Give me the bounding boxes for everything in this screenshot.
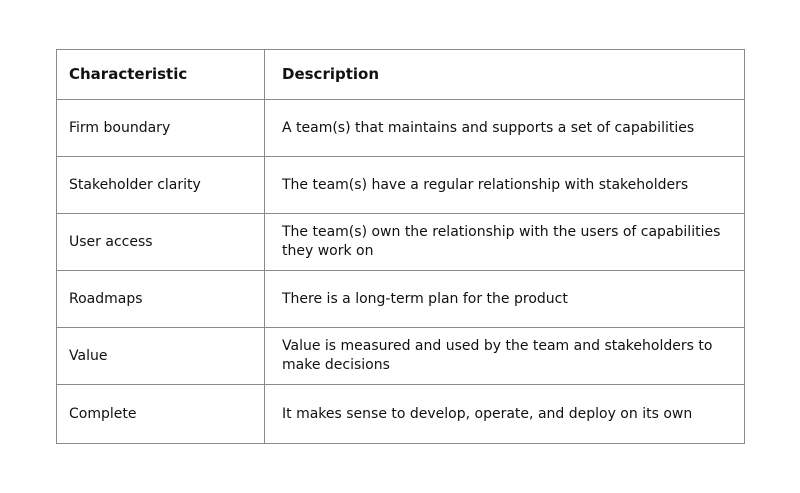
table-row	[57, 271, 745, 328]
table-row	[57, 157, 745, 214]
header-characteristic: Characteristic	[57, 50, 265, 100]
row-characteristic: Complete	[57, 385, 265, 444]
table-row	[57, 214, 745, 271]
row-description: It makes sense to develop, operate, and deploy on its own	[265, 385, 745, 444]
table-row	[57, 100, 745, 157]
characteristics-table	[56, 49, 745, 444]
row-characteristic: Value	[57, 328, 265, 385]
table-row	[57, 328, 745, 385]
table-header-row	[57, 50, 745, 100]
header-description: Description	[265, 50, 745, 100]
row-characteristic: User access	[57, 214, 265, 271]
row-description: There is a long-term plan for the product	[265, 271, 745, 328]
row-description: The team(s) own the relationship with the users of capabilities they work on	[265, 214, 745, 271]
row-characteristic: Firm boundary	[57, 100, 265, 157]
row-characteristic: Stakeholder clarity	[57, 157, 265, 214]
row-description: The team(s) have a regular relationship with stakeholders	[265, 157, 745, 214]
row-description: A team(s) that maintains and supports a set of capabilities	[265, 100, 745, 157]
table-row	[57, 385, 745, 444]
row-description: Value is measured and used by the team and stakeholders to make decisions	[265, 328, 745, 385]
row-characteristic: Roadmaps	[57, 271, 265, 328]
